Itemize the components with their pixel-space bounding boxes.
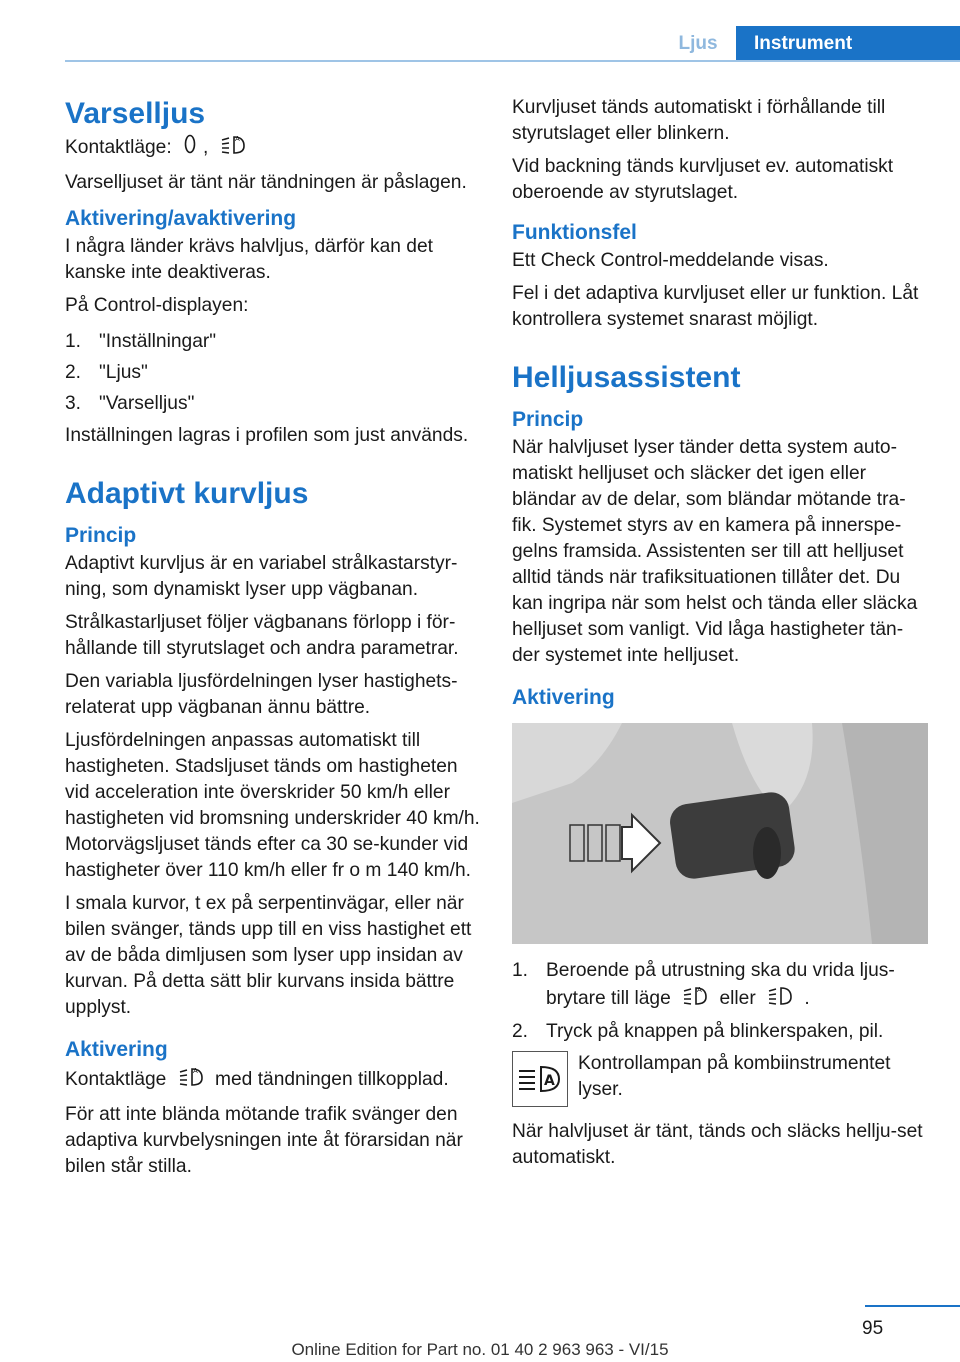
- left-column: [65, 95, 480, 1187]
- list-item: 1. "Inställningar": [65, 331, 217, 352]
- list-item: 2. "Ljus": [65, 362, 148, 383]
- varselljus-text: Varselljuset är tänt när tändningen är påslagen.: [65, 172, 467, 193]
- header-chapter-tab: Instrument: [736, 26, 960, 62]
- low-beam-icon: [767, 984, 793, 1014]
- helljusassistent-heading: Helljusassistent: [512, 361, 741, 394]
- svg-text:A: A: [544, 1073, 555, 1089]
- kurvljus-p2: Vid backning tänds kurvljuset ev. automatiskt oberoende av styrutslaget.: [512, 156, 894, 203]
- adaptivt-p4: Ljusfördelningen anpassas automatiskt till hastigheten. Stadsljuset tänds om hastigheten vid acceleration inte överskrider 50 km/h eller hastigheten vid bromsning underskrider 40 km/h. Motorvägsljuset tänds efter ca 30 se-kunder vid hastigheter över 110 km/h eller fr o m 140 km/h.: [65, 730, 480, 881]
- list-item: 1. Beroende på utrustning ska du vrida ljus-brytare till läge A eller .: [512, 958, 930, 1014]
- helljus-p1: När halvljuset lyser tänder detta system auto-matiskt helljuset och släcker det igen eller bländar av de delar, som bländar mötande tra-fik. Systemet styrs av en kamera på innerspe-gelns framsida. Assistenten ser till att helljuset alltid tänds när trafiksituationen tillåter det. Du kan ingripa när som helst och tända eller släcka helljuset som vanligt. Vid låga hastigheter tän-der systemet inte helljuset.: [512, 437, 918, 666]
- edition-footer: Online Edition for Part no. 01 40 2 963 963 - VI/15: [291, 1340, 669, 1359]
- helljus-princip-heading: Princip: [512, 408, 584, 431]
- low-beam-auto-icon: [682, 984, 708, 1014]
- aktivering-p3: Inställningen lagras i profilen som just används.: [65, 425, 469, 446]
- varselljus-kontakt-line: Kontaktläge: , A: [65, 133, 480, 163]
- adaptivt-p1: Adaptivt kurvljus är en variabel strålkastarstyr-ning, som dynamiskt lyser upp vägbanan.: [65, 553, 458, 600]
- list-item: 2. Tryck på knappen på blinkerspaken, pil.: [512, 1021, 884, 1042]
- helljus-aktivering-heading: Aktivering: [512, 686, 615, 709]
- adaptivt-princip-heading: Princip: [65, 524, 137, 547]
- adaptivt-p6: För att inte blända mötande trafik svänger den adaptiva kurvbelysningen inte åt förarsidan när bilen står stilla.: [65, 1104, 463, 1177]
- adaptivt-aktivering-line: Kontaktläge A med tändningen tillkopplad.: [65, 1065, 480, 1095]
- list-item: 3. "Varselljus": [65, 393, 195, 414]
- turn-signal-stalk-image: [512, 723, 928, 944]
- svg-text:A: A: [697, 986, 702, 994]
- adaptivt-p5: I smala kurvor, t ex på serpentinvägar, eller när bilen svänger, tänds upp till en viss hastighet ett av de båda dimljusen som lyser upp insidan av kurvan. På detta sätt blir kurvans insida bättre upplyst.: [65, 893, 472, 1018]
- page-number: 95: [862, 1318, 884, 1339]
- adaptivt-aktivering-heading: Aktivering: [65, 1038, 168, 1061]
- aktivering-p2: På Control-displayen:: [65, 295, 249, 316]
- high-beam-assistant-icon: [512, 1051, 568, 1107]
- funktionsfel-p2: Fel i det adaptiva kurvljuset eller ur funktion. Låt kontrollera systemet snarast möjligt.: [512, 283, 919, 330]
- parking-light-off-icon: [183, 133, 197, 163]
- header-rule: [65, 60, 960, 62]
- helljus-steps-list: [512, 958, 930, 1045]
- funktionsfel-heading: Funktionsfel: [512, 221, 637, 244]
- settings-steps-list: [65, 329, 480, 417]
- kurvljus-p1: Kurvljuset tänds automatiskt i förhållande till styrutslaget eller blinkern.: [512, 97, 886, 144]
- lamp-text: Kontrollampan på kombiinstrumentet lyser.: [578, 1053, 891, 1100]
- varselljus-heading: Varselljus: [65, 97, 206, 130]
- helljus-end-text: När halvljuset är tänt, tänds och släcks hellju-set automatiskt.: [512, 1121, 923, 1168]
- funktionsfel-p1: Ett Check Control-meddelande visas.: [512, 250, 829, 271]
- adaptivt-p2: Strålkastarljuset följer vägbanans förlopp i för-hållande till styrutslaget och andra parametrar.: [65, 612, 459, 659]
- adaptivt-p3: Den variabla ljusfördelningen lyser hastighets-relaterat upp vägbanan ännu bättre.: [65, 671, 458, 718]
- header-section-label: Ljus: [678, 33, 718, 54]
- indicator-lamp-note: [512, 1051, 930, 1107]
- low-beam-auto-icon: [178, 1065, 204, 1095]
- footer-rule: [865, 1305, 960, 1307]
- adaptivt-kurvljus-heading: Adaptivt kurvljus: [65, 477, 309, 510]
- aktivering-p1: I några länder krävs halvljus, därför kan det kanske inte deaktiveras.: [65, 236, 433, 283]
- svg-text:A: A: [192, 1067, 198, 1075]
- low-beam-auto-icon: [220, 133, 246, 163]
- aktivering-avaktivering-heading: Aktivering/avaktivering: [65, 207, 297, 230]
- svg-text:A: A: [234, 135, 240, 143]
- right-column: [512, 95, 930, 1178]
